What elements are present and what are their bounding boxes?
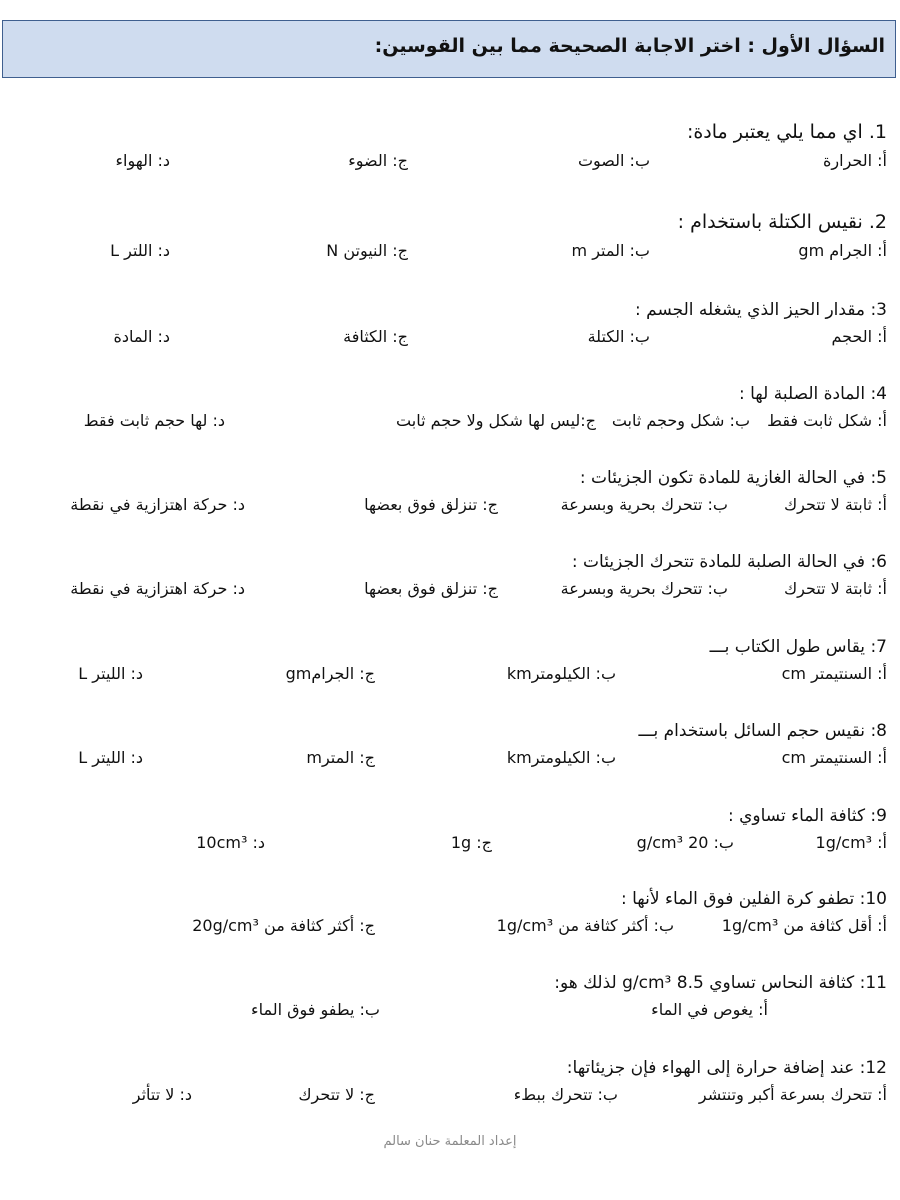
option-b: ب: الصوت	[577, 151, 650, 170]
option-d: د: اللتر L	[110, 241, 170, 260]
question-2	[0, 211, 900, 274]
option-b: ب: 20 g/cm³	[636, 833, 734, 852]
option-c: ج: أكثر كثافة من 20g/cm³	[192, 916, 375, 935]
option-b: ب: الكيلومترkm	[506, 748, 616, 767]
option-b: ب: المتر m	[571, 241, 650, 260]
option-c: ج: تنزلق فوق بعضها	[364, 495, 498, 514]
option-d: د: 10cm³	[196, 833, 265, 852]
question-header-box	[2, 20, 896, 78]
option-c: ج: الضوء	[348, 151, 408, 170]
option-b: ب: يطفو فوق الماء	[251, 1000, 380, 1019]
question-text: 1. اي مما يلي يعتبر مادة:	[686, 121, 887, 143]
question-5	[0, 468, 900, 528]
option-c: ج: الجرامgm	[285, 664, 375, 683]
option-d: د: لها حجم ثابت فقط	[83, 411, 225, 430]
option-d: د: لا تتأثر	[132, 1085, 192, 1104]
option-a: أ: السنتيمتر cm	[781, 748, 887, 767]
option-b: ب: تتحرك بحرية وبسرعة	[560, 579, 728, 598]
question-text: 10: تطفو كرة الفلين فوق الماء لأنها :	[620, 889, 887, 909]
option-d: د: الهواء	[115, 151, 170, 170]
question-text: 11: كثافة النحاس تساوي 8.5 g/cm³ لذلك هو:	[554, 973, 887, 993]
option-c: ج: المترm	[306, 748, 375, 767]
option-c: ج:ليس لها شكل ولا حجم ثابت	[396, 411, 596, 430]
option-b: ب: تتحرك ببطء	[513, 1085, 618, 1104]
question-10	[0, 889, 900, 949]
option-d: د: المادة	[113, 327, 170, 346]
option-c: ج: لا تتحرك	[298, 1085, 375, 1104]
option-a: أ: السنتيمتر cm	[781, 664, 887, 683]
option-c: ج: الكثافة	[343, 327, 408, 346]
option-a: أ: الجرام gm	[798, 241, 887, 260]
option-a: أ: يغوص في الماء	[651, 1000, 768, 1019]
option-d: د: حركة اهتزازية في نقطة	[70, 495, 245, 514]
option-a: أ: الحجم	[831, 327, 887, 346]
option-b: ب: تتحرك بحرية وبسرعة	[560, 495, 728, 514]
option-a: أ: 1g/cm³	[815, 833, 887, 852]
option-a: أ: شكل ثابت فقط	[767, 411, 887, 430]
option-d: د: الليتر L	[78, 748, 143, 767]
option-b: ب: الكتلة	[587, 327, 650, 346]
option-a: أ: أقل كثافة من 1g/cm³	[721, 916, 887, 935]
question-9	[0, 806, 900, 866]
question-4	[0, 384, 900, 444]
question-text: 7: يقاس طول الكتاب بـــ	[709, 637, 887, 657]
question-11	[0, 973, 900, 1033]
option-b: ب: الكيلومترkm	[506, 664, 616, 683]
option-a: أ: ثابتة لا تتحرك	[783, 579, 887, 598]
author-credit: إعداد المعلمة حنان سالم	[383, 1134, 517, 1149]
option-a: أ: تتحرك بسرعة أكبر وتنتشر	[698, 1085, 887, 1104]
question-8	[0, 721, 900, 781]
question-text: 12: عند إضافة حرارة إلى الهواء فإن جزيئاتها:	[566, 1058, 887, 1078]
question-3	[0, 300, 900, 360]
question-text: 6: في الحالة الصلبة للمادة تتحرك الجزيئات :	[571, 552, 887, 572]
question-7	[0, 637, 900, 697]
question-text: 4: المادة الصلبة لها :	[739, 384, 887, 404]
question-6	[0, 552, 900, 612]
option-a: أ: ثابتة لا تتحرك	[783, 495, 887, 514]
question-1	[0, 121, 900, 184]
question-text: 9: كثافة الماء تساوي :	[727, 806, 887, 826]
section-title: السؤال الأول : اختر الاجابة الصحيحة مما بين القوسين:	[374, 35, 885, 57]
option-b: ب: أكثر كثافة من 1g/cm³	[496, 916, 674, 935]
question-text: 2. نقيس الكتلة باستخدام :	[677, 211, 887, 233]
question-text: 8: نقيس حجم السائل باستخدام بـــ	[638, 721, 887, 741]
option-b: ب: شكل وحجم ثابت	[611, 411, 750, 430]
option-c: ج: 1g	[450, 833, 492, 852]
option-a: أ: الحرارة	[823, 151, 887, 170]
option-c: ج: النيوتن N	[326, 241, 408, 260]
option-d: د: الليتر L	[78, 664, 143, 683]
option-d: د: حركة اهتزازية في نقطة	[70, 579, 245, 598]
question-12	[0, 1058, 900, 1118]
question-text: 5: في الحالة الغازية للمادة تكون الجزيئات :	[579, 468, 887, 488]
option-c: ج: تنزلق فوق بعضها	[364, 579, 498, 598]
question-text: 3: مقدار الحيز الذي يشغله الجسم :	[635, 300, 887, 320]
